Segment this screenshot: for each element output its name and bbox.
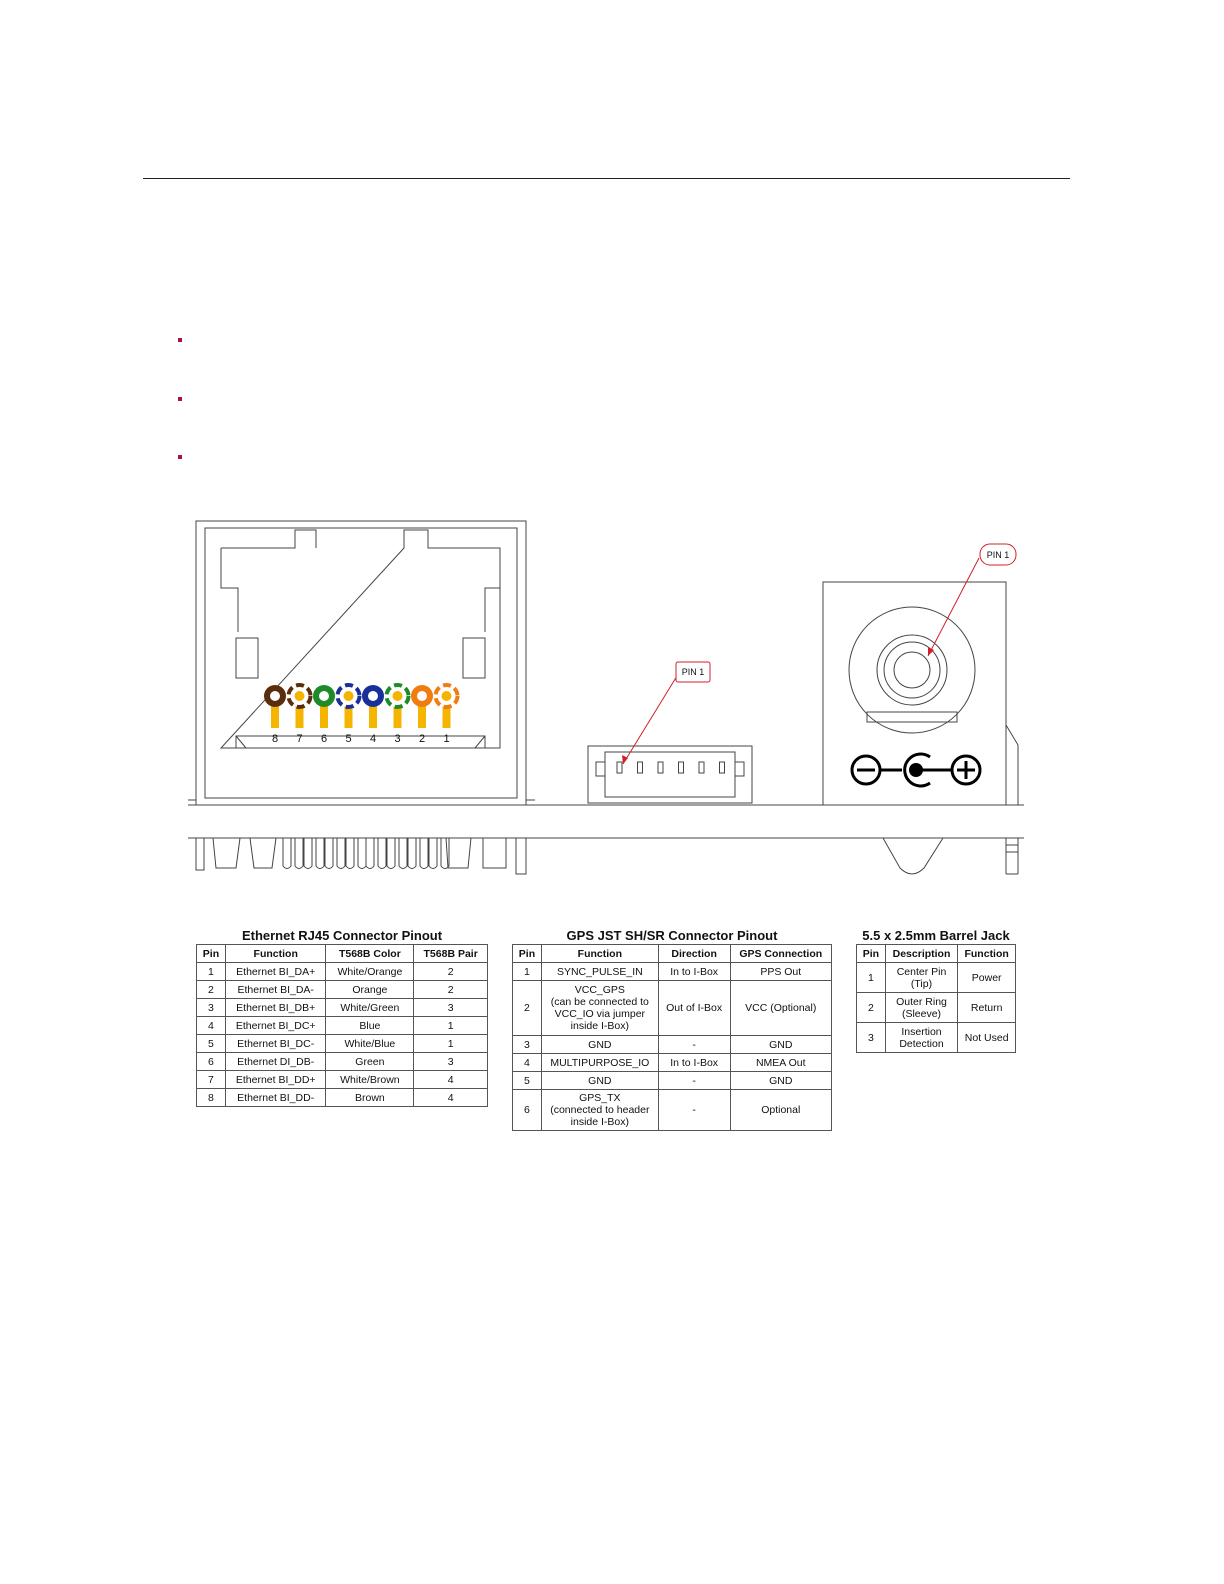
col-header: Function <box>225 945 326 963</box>
table-cell: VCC (Optional) <box>730 981 832 1036</box>
table-cell: Ethernet BI_DD- <box>225 1089 326 1107</box>
table-cell: 2 <box>513 981 542 1036</box>
table-cell: GND <box>541 1072 658 1090</box>
jst-pin <box>638 762 643 773</box>
board-lead <box>399 838 407 869</box>
table-cell: 2 <box>197 981 226 999</box>
table-row <box>513 1072 832 1090</box>
gps-pinout-table <box>512 944 832 1131</box>
board-lead <box>366 838 374 869</box>
board-lead <box>358 838 366 869</box>
table-cell: Optional <box>730 1090 832 1131</box>
table-cell: White/Orange <box>326 963 414 981</box>
table-cell: 4 <box>414 1071 488 1089</box>
rj45-pin-number: 6 <box>320 733 328 745</box>
table-row <box>513 1036 832 1054</box>
table-cell: 1 <box>857 963 886 993</box>
barrel-table-title: 5.5 x 2.5mm Barrel Jack <box>862 928 1010 943</box>
table-cell: Blue <box>326 1017 414 1035</box>
table-row <box>513 1090 832 1131</box>
col-header: Pin <box>857 945 886 963</box>
table-row <box>197 999 488 1017</box>
table-cell: In to I-Box <box>658 1054 730 1072</box>
table-cell: PPS Out <box>730 963 832 981</box>
board-leads <box>196 838 526 874</box>
rj45-contact-pin-8 <box>264 685 286 728</box>
table-row <box>513 1054 832 1072</box>
col-header: Direction <box>658 945 730 963</box>
board-lead <box>420 838 428 869</box>
table-row <box>513 981 832 1036</box>
table-cell: NMEA Out <box>730 1054 832 1072</box>
table-cell: Ethernet BI_DC- <box>225 1035 326 1053</box>
table-cell: Outer Ring (Sleeve) <box>885 993 958 1023</box>
table-cell: Insertion Detection <box>885 1023 958 1053</box>
table-row <box>197 1017 488 1035</box>
table-cell: 3 <box>197 999 226 1017</box>
board-lead <box>250 838 276 868</box>
rj45-contact-pin-2 <box>411 685 433 728</box>
col-header: Pin <box>513 945 542 963</box>
table-cell: 5 <box>513 1072 542 1090</box>
ethernet-pinout-table <box>196 944 488 1107</box>
ethernet-table-title: Ethernet RJ45 Connector Pinout <box>241 928 443 943</box>
board-lead <box>316 838 324 869</box>
table-cell: GND <box>730 1036 832 1054</box>
rj45-contact-pin-7 <box>289 685 311 728</box>
rj45-connector <box>188 521 535 805</box>
board-lead <box>337 838 345 869</box>
table-cell: Power <box>958 963 1016 993</box>
table-cell: Ethernet BI_DB+ <box>225 999 326 1017</box>
table-row <box>197 1071 488 1089</box>
rj45-contact-pin-4 <box>362 685 384 728</box>
board-lead <box>378 838 386 869</box>
table-cell: 1 <box>513 963 542 981</box>
col-header: GPS Connection <box>730 945 832 963</box>
table-cell: Brown <box>326 1089 414 1107</box>
rj45-pin-number: 4 <box>369 733 377 745</box>
table-cell: Orange <box>326 981 414 999</box>
jst-pin1-callout <box>622 662 710 764</box>
board-lead <box>483 838 506 868</box>
board-lead <box>429 838 437 869</box>
rj45-pin-number: 2 <box>418 733 426 745</box>
table-cell: Ethernet DI_DB- <box>225 1053 326 1071</box>
table-cell: Center Pin (Tip) <box>885 963 958 993</box>
table-cell: - <box>658 1036 730 1054</box>
board-lead <box>446 838 471 868</box>
table-cell: Not Used <box>958 1023 1016 1053</box>
rj45-pin-number: 7 <box>296 733 303 745</box>
table-cell: SYNC_PULSE_IN <box>541 963 658 981</box>
rj45-pin-number: 1 <box>443 733 450 745</box>
table-row <box>197 963 488 981</box>
col-header: Function <box>541 945 658 963</box>
table-cell: - <box>658 1072 730 1090</box>
table-row <box>857 993 1016 1023</box>
barrel-pin1-callout <box>928 544 1016 656</box>
jst-pins <box>617 762 725 773</box>
board-lead <box>408 838 416 869</box>
table-cell: GND <box>730 1072 832 1090</box>
rj45-contact-pin-3 <box>387 685 409 728</box>
barrel-pin1-label: PIN 1 <box>986 550 1010 560</box>
gps-table-title: GPS JST SH/SR Connector Pinout <box>566 928 778 943</box>
board-lead <box>196 838 204 870</box>
table-row <box>197 981 488 999</box>
rj45-contact-pin-5 <box>338 685 360 728</box>
table-cell: GPS_TX (connected to header inside I-Box) <box>541 1090 658 1131</box>
table-cell: 3 <box>414 1053 488 1071</box>
board-lead <box>295 838 303 869</box>
table-row <box>197 1035 488 1053</box>
jst-pin <box>658 762 663 773</box>
table-cell: 4 <box>414 1089 488 1107</box>
rj45-pin-number: 8 <box>271 733 279 745</box>
table-cell: Return <box>958 993 1016 1023</box>
table-cell: In to I-Box <box>658 963 730 981</box>
table-cell: Ethernet BI_DD+ <box>225 1071 326 1089</box>
table-cell: GND <box>541 1036 658 1054</box>
table-cell: 6 <box>513 1090 542 1131</box>
table-cell: 3 <box>857 1023 886 1053</box>
rj45-contact-pin-6 <box>313 685 335 728</box>
board-lead <box>325 838 333 869</box>
rj45-pin-number: 3 <box>394 733 401 745</box>
table-cell: 2 <box>414 981 488 999</box>
rj45-contact-pin-1 <box>436 685 458 728</box>
table-cell: 4 <box>197 1017 226 1035</box>
table-cell: 8 <box>197 1089 226 1107</box>
col-header: Description <box>885 945 958 963</box>
jst-pin <box>679 762 684 773</box>
col-header: Pin <box>197 945 226 963</box>
table-cell: 2 <box>414 963 488 981</box>
rj45-pin-number: 5 <box>345 733 352 745</box>
table-row <box>513 963 832 981</box>
table-row <box>857 1023 1016 1053</box>
board-lead <box>346 838 354 869</box>
table-cell: 5 <box>197 1035 226 1053</box>
table-cell: White/Brown <box>326 1071 414 1089</box>
table-cell: White/Blue <box>326 1035 414 1053</box>
table-cell: 3 <box>414 999 488 1017</box>
board-lead <box>304 838 312 869</box>
table-cell: 6 <box>197 1053 226 1071</box>
table-cell: Green <box>326 1053 414 1071</box>
table-row <box>857 963 1016 993</box>
table-cell: 1 <box>414 1035 488 1053</box>
table-cell: 7 <box>197 1071 226 1089</box>
table-cell: Ethernet BI_DA+ <box>225 963 326 981</box>
board-lead <box>213 838 240 868</box>
table-cell: VCC_GPS (can be connected to VCC_IO via jumper inside I-Box) <box>541 981 658 1036</box>
table-cell: Out of I-Box <box>658 981 730 1036</box>
table-cell: 4 <box>513 1054 542 1072</box>
table-cell: White/Green <box>326 999 414 1017</box>
col-header: T568B Color <box>326 945 414 963</box>
table-cell: 1 <box>197 963 226 981</box>
table-cell: 2 <box>857 993 886 1023</box>
polarity-symbol <box>852 754 980 786</box>
table-cell: MULTIPURPOSE_IO <box>541 1054 658 1072</box>
table-cell: Ethernet BI_DA- <box>225 981 326 999</box>
table-cell: Ethernet BI_DC+ <box>225 1017 326 1035</box>
table-cell: 3 <box>513 1036 542 1054</box>
jst-pin <box>699 762 704 773</box>
table-row <box>197 1053 488 1071</box>
table-cell: - <box>658 1090 730 1131</box>
jst-pin <box>720 762 725 773</box>
col-header: T568B Pair <box>414 945 488 963</box>
jst-connector <box>588 746 752 803</box>
table-row <box>197 1089 488 1107</box>
jst-pin <box>617 762 622 773</box>
board-lead <box>283 838 291 869</box>
table-cell: 1 <box>414 1017 488 1035</box>
col-header: Function <box>958 945 1016 963</box>
barrel-jack <box>823 582 1018 874</box>
jst-pin1-label: PIN 1 <box>681 667 705 677</box>
barrel-pinout-table <box>856 944 1016 1053</box>
board-lead <box>387 838 395 869</box>
board-lead <box>516 838 526 874</box>
